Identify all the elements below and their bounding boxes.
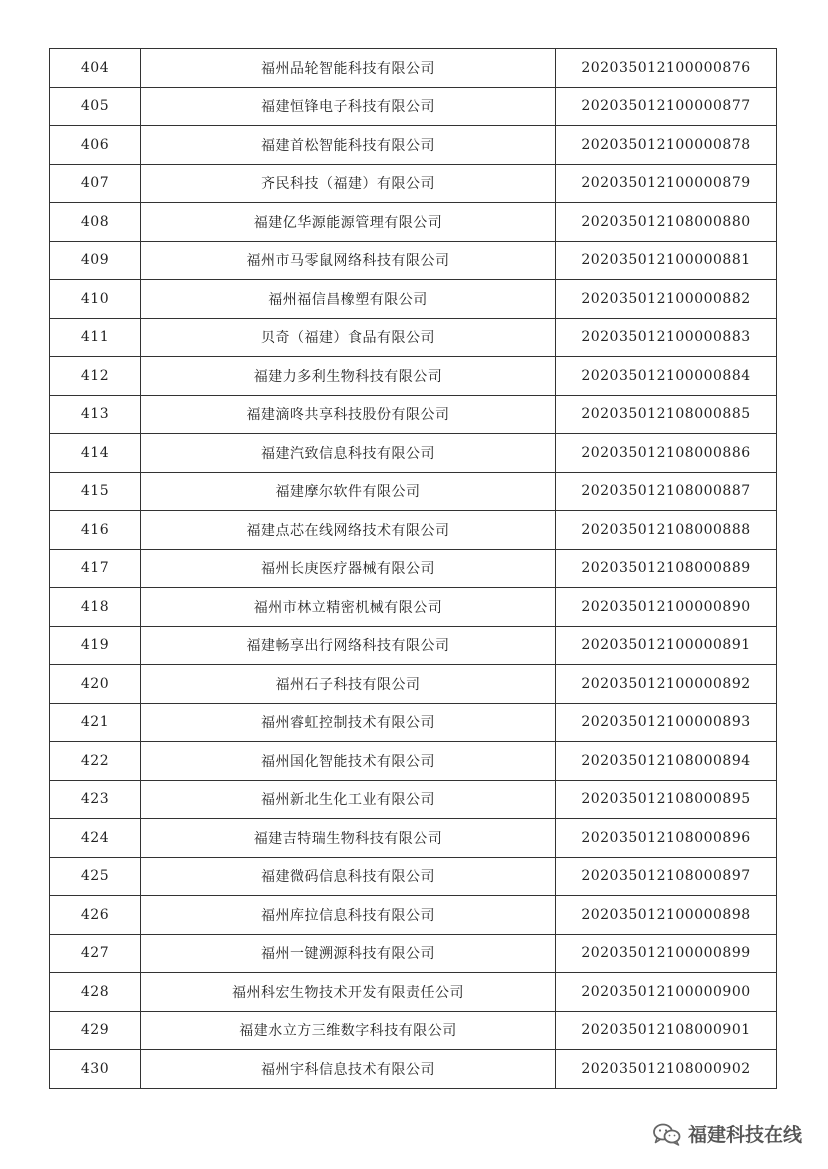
company-name: 福州科宏生物技术开发有限责任公司 xyxy=(141,973,556,1012)
table-row xyxy=(50,87,777,126)
row-number: 411 xyxy=(50,318,141,357)
table-row xyxy=(50,703,777,742)
row-number: 412 xyxy=(50,357,141,396)
registration-code: 202035012108000902 xyxy=(556,1050,777,1089)
table-row xyxy=(50,588,777,627)
company-name: 福州市马零鼠网络科技有限公司 xyxy=(141,241,556,280)
row-number: 422 xyxy=(50,742,141,781)
table-row xyxy=(50,549,777,588)
registration-code: 202035012100000884 xyxy=(556,357,777,396)
row-number: 419 xyxy=(50,626,141,665)
table-row xyxy=(50,665,777,704)
table-row xyxy=(50,203,777,242)
company-name: 齐民科技（福建）有限公司 xyxy=(141,164,556,203)
table-row xyxy=(50,434,777,473)
registration-code: 202035012108000880 xyxy=(556,203,777,242)
registration-code: 202035012108000894 xyxy=(556,742,777,781)
table-row xyxy=(50,780,777,819)
company-name: 福州睿虹控制技术有限公司 xyxy=(141,703,556,742)
table-row xyxy=(50,819,777,858)
row-number: 415 xyxy=(50,472,141,511)
registration-code: 202035012108000887 xyxy=(556,472,777,511)
table-row xyxy=(50,896,777,935)
table-row xyxy=(50,280,777,319)
registration-code: 202035012100000876 xyxy=(556,49,777,88)
row-number: 418 xyxy=(50,588,141,627)
watermark xyxy=(652,1120,802,1147)
row-number: 427 xyxy=(50,934,141,973)
table-row xyxy=(50,973,777,1012)
registration-code: 202035012100000898 xyxy=(556,896,777,935)
table-row xyxy=(50,318,777,357)
table-row xyxy=(50,1050,777,1089)
registration-code: 202035012100000890 xyxy=(556,588,777,627)
registration-code: 202035012100000892 xyxy=(556,665,777,704)
registration-code: 202035012100000877 xyxy=(556,87,777,126)
table-row xyxy=(50,241,777,280)
company-name: 福建汽致信息科技有限公司 xyxy=(141,434,556,473)
company-name: 福州库拉信息科技有限公司 xyxy=(141,896,556,935)
registration-code: 202035012100000882 xyxy=(556,280,777,319)
registration-code: 202035012108000886 xyxy=(556,434,777,473)
company-name: 福州石子科技有限公司 xyxy=(141,665,556,704)
company-name: 福建摩尔软件有限公司 xyxy=(141,472,556,511)
registration-code: 202035012100000900 xyxy=(556,973,777,1012)
company-name: 福州新北生化工业有限公司 xyxy=(141,780,556,819)
table-row xyxy=(50,164,777,203)
company-name: 福州宇科信息技术有限公司 xyxy=(141,1050,556,1089)
wechat-icon xyxy=(652,1122,682,1146)
company-name: 福州市林立精密机械有限公司 xyxy=(141,588,556,627)
row-number: 416 xyxy=(50,511,141,550)
registration-code: 202035012108000895 xyxy=(556,780,777,819)
registration-code: 202035012108000897 xyxy=(556,857,777,896)
company-name: 福州一键溯源科技有限公司 xyxy=(141,934,556,973)
row-number: 424 xyxy=(50,819,141,858)
table-row xyxy=(50,49,777,88)
row-number: 405 xyxy=(50,87,141,126)
row-number: 423 xyxy=(50,780,141,819)
registration-code: 202035012108000888 xyxy=(556,511,777,550)
registration-code: 202035012108000896 xyxy=(556,819,777,858)
company-name: 福建力多利生物科技有限公司 xyxy=(141,357,556,396)
registration-code: 202035012100000878 xyxy=(556,126,777,165)
registration-code: 202035012100000899 xyxy=(556,934,777,973)
row-number: 409 xyxy=(50,241,141,280)
company-name: 福建恒锋电子科技有限公司 xyxy=(141,87,556,126)
company-name: 福建吉特瑞生物科技有限公司 xyxy=(141,819,556,858)
row-number: 410 xyxy=(50,280,141,319)
table-row xyxy=(50,357,777,396)
registration-code: 202035012108000885 xyxy=(556,395,777,434)
row-number: 406 xyxy=(50,126,141,165)
registration-code: 202035012100000883 xyxy=(556,318,777,357)
company-name: 福州国化智能技术有限公司 xyxy=(141,742,556,781)
row-number: 430 xyxy=(50,1050,141,1089)
watermark-text: 福建科技在线 xyxy=(687,1124,802,1146)
row-number: 421 xyxy=(50,703,141,742)
table-row xyxy=(50,742,777,781)
registration-code: 202035012100000891 xyxy=(556,626,777,665)
table-row xyxy=(50,934,777,973)
row-number: 404 xyxy=(50,49,141,88)
row-number: 425 xyxy=(50,857,141,896)
table-row xyxy=(50,511,777,550)
table-row xyxy=(50,857,777,896)
company-name: 贝奇（福建）食品有限公司 xyxy=(141,318,556,357)
registration-code: 202035012108000889 xyxy=(556,549,777,588)
company-table xyxy=(49,48,777,1089)
table-row xyxy=(50,1011,777,1050)
row-number: 426 xyxy=(50,896,141,935)
table-row xyxy=(50,126,777,165)
table-row xyxy=(50,626,777,665)
registration-code: 202035012100000879 xyxy=(556,164,777,203)
row-number: 414 xyxy=(50,434,141,473)
row-number: 407 xyxy=(50,164,141,203)
row-number: 408 xyxy=(50,203,141,242)
company-table-body xyxy=(50,49,777,1089)
table-row xyxy=(50,472,777,511)
company-name: 福建首松智能科技有限公司 xyxy=(141,126,556,165)
company-name: 福建点芯在线网络技术有限公司 xyxy=(141,511,556,550)
registration-code: 202035012100000881 xyxy=(556,241,777,280)
table-row xyxy=(50,395,777,434)
company-name: 福州福信昌橡塑有限公司 xyxy=(141,280,556,319)
row-number: 417 xyxy=(50,549,141,588)
row-number: 420 xyxy=(50,665,141,704)
company-name: 福建滴咚共享科技股份有限公司 xyxy=(141,395,556,434)
company-name: 福建亿华源能源管理有限公司 xyxy=(141,203,556,242)
company-name: 福建水立方三维数字科技有限公司 xyxy=(141,1011,556,1050)
row-number: 413 xyxy=(50,395,141,434)
company-name: 福建微码信息科技有限公司 xyxy=(141,857,556,896)
company-name: 福州品轮智能科技有限公司 xyxy=(141,49,556,88)
registration-code: 202035012108000901 xyxy=(556,1011,777,1050)
company-name: 福建畅享出行网络科技有限公司 xyxy=(141,626,556,665)
row-number: 428 xyxy=(50,973,141,1012)
row-number: 429 xyxy=(50,1011,141,1050)
company-name: 福州长庚医疗器械有限公司 xyxy=(141,549,556,588)
registration-code: 202035012100000893 xyxy=(556,703,777,742)
